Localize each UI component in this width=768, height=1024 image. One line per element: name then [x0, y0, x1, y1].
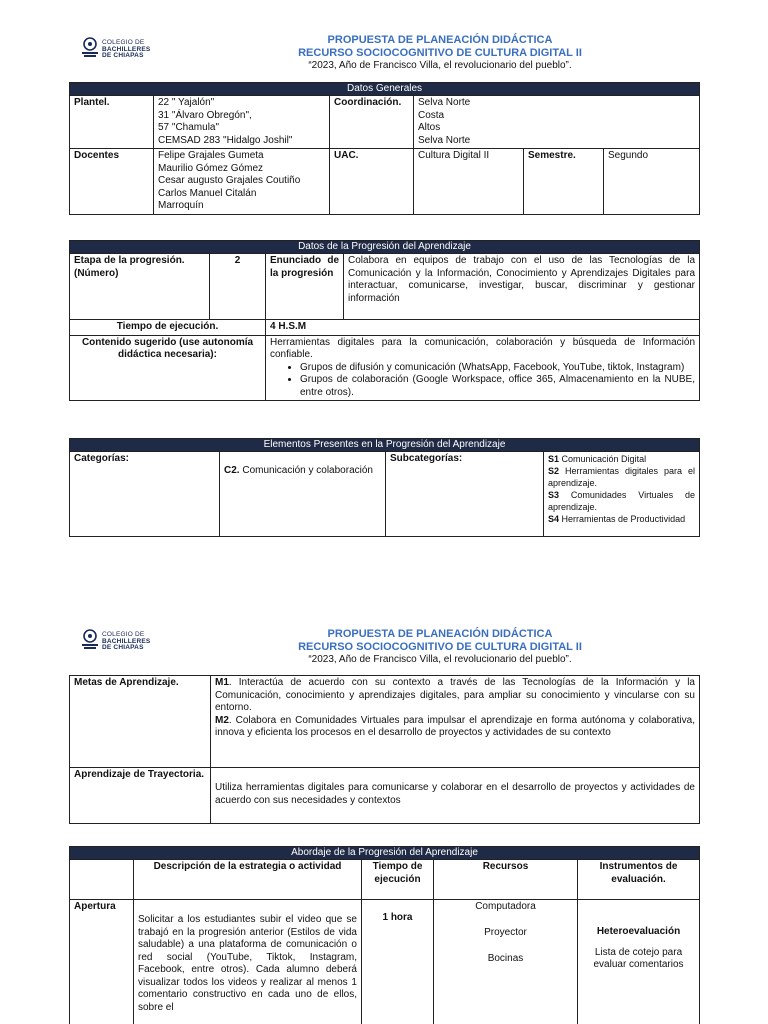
table-row	[70, 320, 700, 336]
etapa-label: Etapa de la progresión. (Número)	[70, 254, 210, 320]
semestre-label: Semestre.	[524, 149, 604, 215]
metas-cell	[211, 676, 700, 768]
instrumento-text: Lista de cotejo para evaluar comentarios	[593, 946, 684, 970]
page-subtitle: RECURSO SOCIOCOGNITIVO DE CULTURA DIGITAL II	[298, 641, 582, 653]
uac-label: UAC.	[330, 149, 414, 215]
coordinacion-item: Selva Norte	[418, 97, 471, 108]
coordinacion-item: Selva Norte	[418, 134, 471, 146]
docente-item: Felipe Grajales Gumeta	[158, 150, 264, 161]
docente-item: Maurilio Gómez Gómez	[158, 162, 264, 174]
apertura-tiempo: 1 hora	[362, 900, 434, 1024]
categorias-label: Categorías:	[70, 452, 220, 537]
page-header	[0, 30, 768, 74]
enunciado-value: Colabora en equipos de trabajo con el uso de las Tecnologías de la Comunicación y la Información, Conocimiento y Aprendizajes Digitales para interactuar, comunicarse, investigar, buscar, discriminar y gestionar información	[344, 254, 700, 320]
categoria-code: C2.	[224, 465, 240, 476]
apertura-label: Apertura	[70, 900, 134, 1024]
school-emblem-icon	[80, 628, 102, 652]
apertura-descripcion: Solicitar a los estudiantes subir el video que se trabajó en la progresión anterior (Estilos de vida saludable) a una plataforma de comunicación o red social (YouTube, Tiktok, Instagram, Facebook, entre otros). Cada alumno deberá visualizar todos los videos y realizar al menos 1 comentario constructivo en cada uno de ellos, sobre el	[134, 900, 362, 1024]
meta-m2	[215, 715, 695, 740]
school-logo	[80, 626, 170, 656]
contenido-list	[270, 362, 695, 400]
coordinacion-label: Coordinación.	[330, 96, 414, 149]
categoria-cell	[220, 452, 386, 537]
school-logo	[80, 34, 170, 64]
logo-line-1: COLEGIO DE	[102, 631, 145, 638]
table-row	[70, 96, 700, 149]
logo-text	[102, 632, 150, 652]
trayectoria-value: Utiliza herramientas digitales para comunicarse y colaborar en el desarrollo de proyectos y actividades de acuerdo con sus necesidades y contextos	[211, 768, 700, 824]
contenido-cell	[266, 335, 700, 401]
abordaje-header: Abordaje de la Progresión del Aprendizaje	[70, 847, 700, 860]
col-recursos: Recursos	[434, 860, 578, 900]
coordinaciones-cell	[414, 96, 700, 149]
abordaje-table	[69, 846, 700, 1024]
subcategoria-item	[548, 513, 695, 525]
table-row	[70, 149, 700, 215]
meta-text: . Interactúa de acuerdo con su contexto a través de las Tecnologías de la Información y la Comunicación, conocimiento y aprendizajes digitales, para ampliar su conocimiento y vincularse con su entorno.	[215, 677, 695, 713]
logo-text	[102, 40, 150, 60]
plantel-item: 31 "Álvaro Obregón",	[158, 109, 252, 121]
coordinacion-item: Altos	[418, 122, 441, 133]
datos-generales-header: Datos Generales	[70, 83, 700, 96]
empty-header-cell	[70, 860, 134, 900]
meta-m1	[215, 677, 695, 715]
docentes-cell	[154, 149, 330, 215]
table-row	[70, 860, 700, 900]
page-title: PROPUESTA DE PLANEACIÓN DIDÁCTICA	[327, 628, 553, 640]
col-descripcion: Descripción de la estrategia o actividad	[134, 860, 362, 900]
subcategoria-text: Comunicación Digital	[561, 454, 647, 464]
meta-code: M1	[215, 677, 229, 688]
contenido-intro: Herramientas digitales para la comunicación, colaboración y búsqueda de Información confiable.	[270, 336, 696, 360]
subcategoria-code: S3	[548, 490, 560, 500]
logo-line-2: BACHILLERES	[102, 45, 151, 53]
metas-label: Metas de Aprendizaje.	[70, 676, 211, 768]
subcategoria-text: Comunidades Virtuales de aprendizaje.	[548, 490, 695, 512]
subcategoria-code: S4	[548, 514, 560, 524]
recurso-item: Computadora	[475, 901, 536, 912]
elementos-table	[69, 438, 700, 537]
col-instrumentos: Instrumentos de evaluación.	[578, 860, 700, 900]
subcategorias-cell	[544, 452, 700, 537]
logo-line-2: BACHILLERES	[102, 637, 151, 645]
subcategoria-text: Herramientas digitales para el aprendizaje.	[548, 466, 695, 488]
col-tiempo: Tiempo de ejecución	[362, 860, 434, 900]
subcategoria-item	[548, 453, 695, 465]
trayectoria-label: Aprendizaje de Trayectoria.	[70, 768, 211, 824]
logo-line-1: COLEGIO DE	[102, 39, 145, 46]
tiempo-value: 4 H.S.M	[266, 320, 700, 336]
enunciado-label: Enunciado de la progresión	[266, 254, 344, 320]
subcategoria-item	[548, 489, 695, 513]
meta-code: M2	[215, 714, 229, 726]
logo-line-3: DE CHIAPAS	[102, 644, 144, 651]
plantel-item: 57 "Chamula"	[158, 122, 220, 133]
list-item: • Grupos de colaboración (Google Workspace, office 365, Almacenamiento en la NUBE, entre otros).	[300, 374, 695, 399]
planteles-cell	[154, 96, 330, 149]
datos-generales-table	[69, 82, 700, 215]
list-item: • Grupos de difusión y comunicación (WhatsApp, Facebook, YouTube, tiktok, Instagram)	[300, 362, 695, 375]
tiempo-label: Tiempo de ejecución.	[70, 320, 266, 336]
coordinacion-item: Costa	[418, 109, 445, 121]
semestre-value: Segundo	[604, 149, 700, 215]
subcategoria-code: S2	[548, 466, 560, 476]
plantel-label: Plantel.	[70, 96, 154, 149]
page-motto: “2023, Año de Francisco Villa, el revolucionario del pueblo”.	[308, 654, 572, 665]
uac-value: Cultura Digital II	[414, 149, 524, 215]
subcategoria-item	[548, 465, 695, 489]
categoria-text: Comunicación y colaboración	[242, 465, 373, 476]
apertura-instrumentos	[578, 900, 700, 1024]
recurso-item: Bocinas	[487, 953, 524, 964]
etapa-value: 2	[210, 254, 266, 320]
docentes-label: Docentes	[70, 149, 154, 215]
elementos-header: Elementos Presentes en la Progresión del Aprendizaje	[70, 439, 700, 452]
table-row	[70, 452, 700, 537]
instrumento-title: Heteroevaluación	[596, 926, 681, 937]
page-motto: “2023, Año de Francisco Villa, el revolucionario del pueblo”.	[308, 60, 572, 71]
table-row	[70, 900, 700, 1024]
recurso-item: Proyector	[484, 927, 527, 938]
logo-line-3: DE CHIAPAS	[102, 52, 144, 59]
table-row	[70, 335, 700, 401]
subcategorias-label: Subcategorías:	[386, 452, 544, 537]
subcategoria-code: S1	[548, 454, 560, 464]
page-subtitle: RECURSO SOCIOCOGNITIVO DE CULTURA DIGITAL II	[298, 47, 582, 59]
contenido-label: Contenido sugerido (use autonomía didáctica necesaria):	[70, 335, 266, 401]
page-title: PROPUESTA DE PLANEACIÓN DIDÁCTICA	[327, 34, 553, 46]
docente-item: Cesar augusto Grajales Coutiño	[158, 175, 301, 186]
page-header-2	[0, 622, 768, 666]
plantel-item: 22 " Yajalón"	[158, 97, 215, 108]
docente-item: Carlos Manuel Citalán	[158, 187, 257, 199]
apertura-recursos	[434, 900, 578, 1024]
metas-table	[69, 675, 700, 824]
table-row	[70, 676, 700, 768]
docente-item: Marroquín	[158, 200, 204, 211]
school-emblem-icon	[80, 36, 102, 60]
subcategoria-text: Herramientas de Productividad	[561, 514, 686, 524]
table-row	[70, 768, 700, 824]
meta-text: . Colabora en Comunidades Virtuales para impulsar el aprendizaje en forma autónoma y colaborativa, innova y eficienta los procesos en el desarrollo de proyectos y actividades de su contexto	[215, 714, 695, 738]
progresion-table	[69, 240, 700, 401]
progresion-header: Datos de la Progresión del Aprendizaje	[70, 241, 700, 254]
table-row	[70, 254, 700, 320]
plantel-item: CEMSAD 283 "Hidalgo Joshil"	[158, 134, 293, 146]
